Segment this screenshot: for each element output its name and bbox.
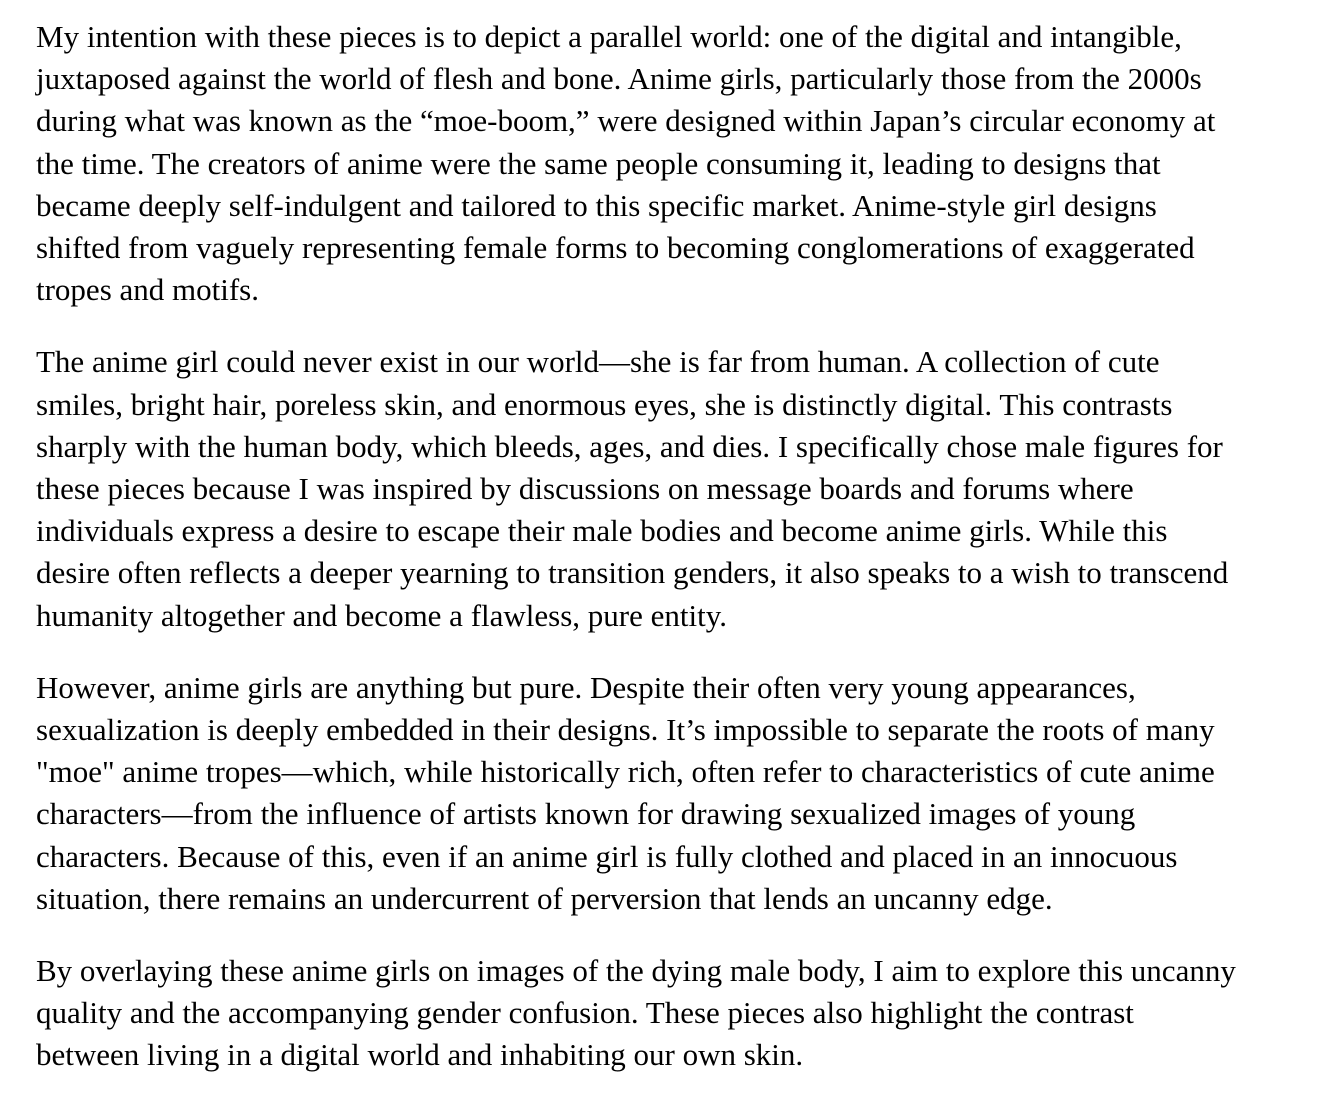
- text-line: The anime girl could never exist in our world—she is far from human. A collection of cute: [36, 344, 1160, 380]
- text-line: sexualization is deeply embedded in their designs. It’s impossible to separate the roots of many: [36, 712, 1215, 748]
- text-line: these pieces because I was inspired by discussions on message boards and forums where: [36, 471, 1134, 507]
- text-line: individuals express a desire to escape their male bodies and become anime girls. While this: [36, 513, 1168, 549]
- text-line: the time. The creators of anime were the same people consuming it, leading to designs that: [36, 145, 1161, 181]
- text-line: By overlaying these anime girls on images of the dying male body, I aim to explore this uncanny: [36, 953, 1236, 989]
- text-line: smiles, bright hair, poreless skin, and enormous eyes, she is distinctly digital. This contrasts: [36, 386, 1173, 422]
- text-line: characters—from the influence of artists known for drawing sexualized images of young: [36, 796, 1136, 832]
- text-line: during what was known as the “moe-boom,” were designed within Japan’s circular economy at: [36, 103, 1216, 139]
- text-line: However, anime girls are anything but pure. Despite their often very young appearances,: [36, 669, 1136, 705]
- text-line: "moe" anime tropes—which, while historically rich, often refer to characteristics of cute anime: [36, 754, 1215, 790]
- paragraph-anime-girl: [36, 341, 1312, 636]
- text-line: desire often reflects a deeper yearning to transition genders, it also speaks to a wish to transcend: [36, 555, 1229, 591]
- text-line: shifted from vaguely representing female forms to becoming conglomerations of exaggerated: [36, 230, 1195, 266]
- text-line: between living in a digital world and inhabiting our own skin.: [36, 1037, 804, 1073]
- paragraph-purity: [36, 667, 1312, 920]
- paragraph-conclusion: [36, 950, 1312, 1077]
- text-line: became deeply self-indulgent and tailored to this specific market. Anime-style girl designs: [36, 187, 1157, 223]
- text-line: quality and the accompanying gender confusion. These pieces also highlight the contrast: [36, 995, 1134, 1031]
- text-line: sharply with the human body, which bleeds, ages, and dies. I specifically chose male figures for: [36, 428, 1223, 464]
- text-line: situation, there remains an undercurrent of perversion that lends an uncanny edge.: [36, 880, 1053, 916]
- text-line: humanity altogether and become a flawless, pure entity.: [36, 597, 727, 633]
- text-line: juxtaposed against the world of flesh and bone. Anime girls, particularly those from the 2000s: [36, 61, 1202, 97]
- paragraph-digital-world: [36, 16, 1312, 311]
- text-line: tropes and motifs.: [36, 272, 259, 308]
- text-line: characters. Because of this, even if an anime girl is fully clothed and placed in an innocuous: [36, 838, 1178, 874]
- text-line: My intention with these pieces is to depict a parallel world: one of the digital and intangible,: [36, 19, 1182, 54]
